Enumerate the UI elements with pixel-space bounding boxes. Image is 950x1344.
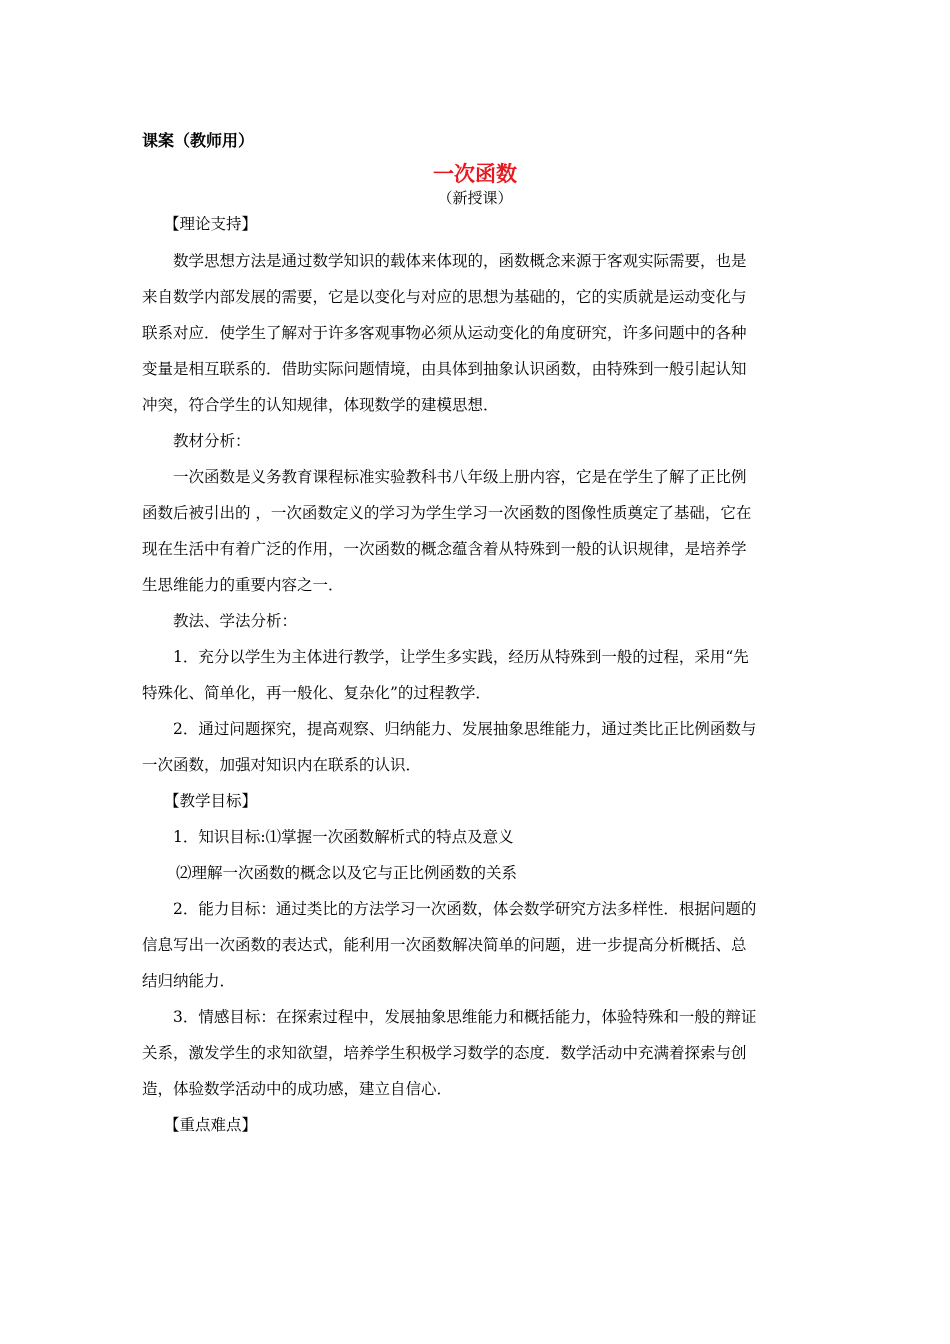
section-heading-key-points: 【重点难点】 xyxy=(164,1116,258,1134)
document-body xyxy=(142,212,812,1143)
text-line: 结归纳能力． xyxy=(142,972,236,990)
text-line: 生思维能力的重要内容之一． xyxy=(142,576,344,594)
knowledge-goal-1: 1．知识目标:⑴掌握一次函数解析式的特点及意义 xyxy=(173,828,514,846)
text-line: 造，体验数学活动中的成功感，建立自信心． xyxy=(142,1080,453,1098)
text-line: 来自数学内部发展的需要，它是以变化与对应的思想为基础的，它的实质就是运动变化与 xyxy=(142,288,747,306)
method-analysis-label: 教法、学法分析： xyxy=(173,612,298,630)
text-line: 特殊化、简单化，再一般化、复杂化”的过程教学． xyxy=(142,684,491,702)
text-line: 冲突，符合学生的认知规律，体现数学的建模思想． xyxy=(142,396,499,414)
section-heading-theory: 【理论支持】 xyxy=(164,215,258,233)
material-analysis-label: 教材分析： xyxy=(173,432,251,450)
text-line: 数学思想方法是通过数学知识的载体来体现的，函数概念来源于客观实际需要，也是 xyxy=(173,252,747,270)
text-line: 一次函数是义务教育课程标准实验教科书八年级上册内容，它是在学生了解了正比例 xyxy=(173,468,747,486)
material-paragraph xyxy=(142,459,812,603)
document-subtitle: （新授课） xyxy=(437,189,513,207)
text-line: 关系，激发学生的求知欲望，培养学生积极学习数学的态度．数学活动中充满着探索与创 xyxy=(142,1044,747,1062)
knowledge-goal-2: ⑵理解一次函数的概念以及它与正比例函数的关系 xyxy=(176,864,518,882)
text-line: 信息写出一次函数的表达式，能利用一次函数解决简单的问题，进一步提高分析概括、总 xyxy=(142,936,747,954)
method-item-2 xyxy=(142,711,812,783)
text-line: 2．能力目标：通过类比的方法学习一次函数，体会数学研究方法多样性．根据问题的 xyxy=(173,900,757,918)
section-heading-goals: 【教学目标】 xyxy=(164,792,258,810)
document-header-label: 课案（教师用） xyxy=(142,131,255,150)
text-line: 现在生活中有着广泛的作用，一次函数的概念蕴含着从特殊到一般的认识规律，是培养学 xyxy=(142,540,747,558)
text-line: 变量是相互联系的．借助实际问题情境，由具体到抽象认识函数，由特殊到一般引起认知 xyxy=(142,360,747,378)
method-item-1 xyxy=(142,639,812,711)
emotion-goal xyxy=(142,999,812,1107)
text-line: 1．充分以学生为主体进行教学，让学生多实践，经历从特殊到一般的过程，采用“先 xyxy=(173,648,749,666)
text-line: 2．通过问题探究，提高观察、归纳能力、发展抽象思维能力，通过类比正比例函数与 xyxy=(173,720,757,738)
theory-paragraph xyxy=(142,243,812,423)
text-line: 联系对应．使学生了解对于许多客观事物必须从运动变化的角度研究，许多问题中的各种 xyxy=(142,324,747,342)
ability-goal xyxy=(142,891,812,999)
text-line: 3．情感目标：在探索过程中，发展抽象思维能力和概括能力，体验特殊和一般的辩证 xyxy=(173,1008,757,1026)
text-line: 函数后被引出的 ，一次函数定义的学习为学生学习一次函数的图像性质奠定了基础，它在 xyxy=(142,504,752,522)
text-line: 一次函数，加强对知识内在联系的认识． xyxy=(142,756,422,774)
document-title: 一次函数 xyxy=(433,161,517,186)
